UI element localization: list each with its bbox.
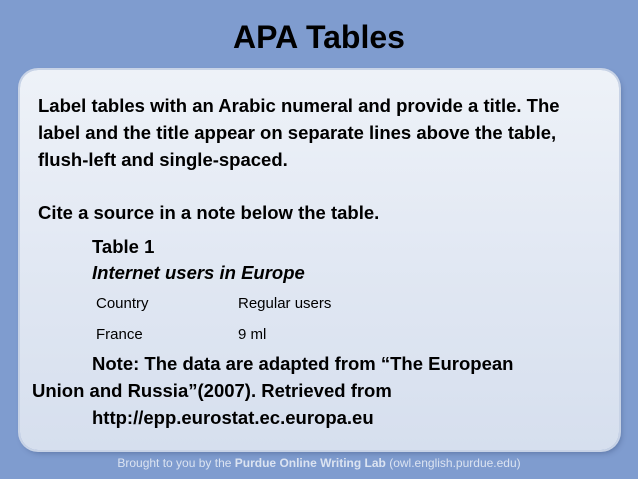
example-table xyxy=(96,288,388,350)
instruction-paragraph-label-tables: Label tables with an Arabic numeral and provide a title. The label and the title appear on separate lines above the table, flush-left and single-spaced. xyxy=(38,95,560,170)
table-title: Internet users in Europe xyxy=(92,262,305,283)
table-header-country: Country xyxy=(96,295,149,312)
footer-prefix: Brought to you by the xyxy=(117,456,235,470)
instruction-paragraph-cite-source: Cite a source in a note below the table. xyxy=(38,202,380,223)
footer-credit xyxy=(0,456,638,470)
table-label: Table 1 xyxy=(92,236,155,257)
table-header-regular-users: Regular users xyxy=(238,295,332,312)
table-header-row xyxy=(96,288,388,319)
table-cell-country: France xyxy=(96,326,143,343)
slide-title: APA Tables xyxy=(233,19,405,55)
note-line: Union and Russia”(2007). Retrieved from xyxy=(32,380,392,401)
table-note xyxy=(32,350,513,431)
footer-suffix: (owl.english.purdue.edu) xyxy=(385,456,521,470)
table-cell-regular-users: 9 ml xyxy=(238,326,267,343)
note-line: http://epp.eurostat.ec.europa.eu xyxy=(92,407,374,428)
footer-lab-name: Purdue Online Writing Lab xyxy=(234,456,386,470)
note-line: Note: The data are adapted from “The European xyxy=(92,353,514,374)
table-row xyxy=(96,319,388,350)
